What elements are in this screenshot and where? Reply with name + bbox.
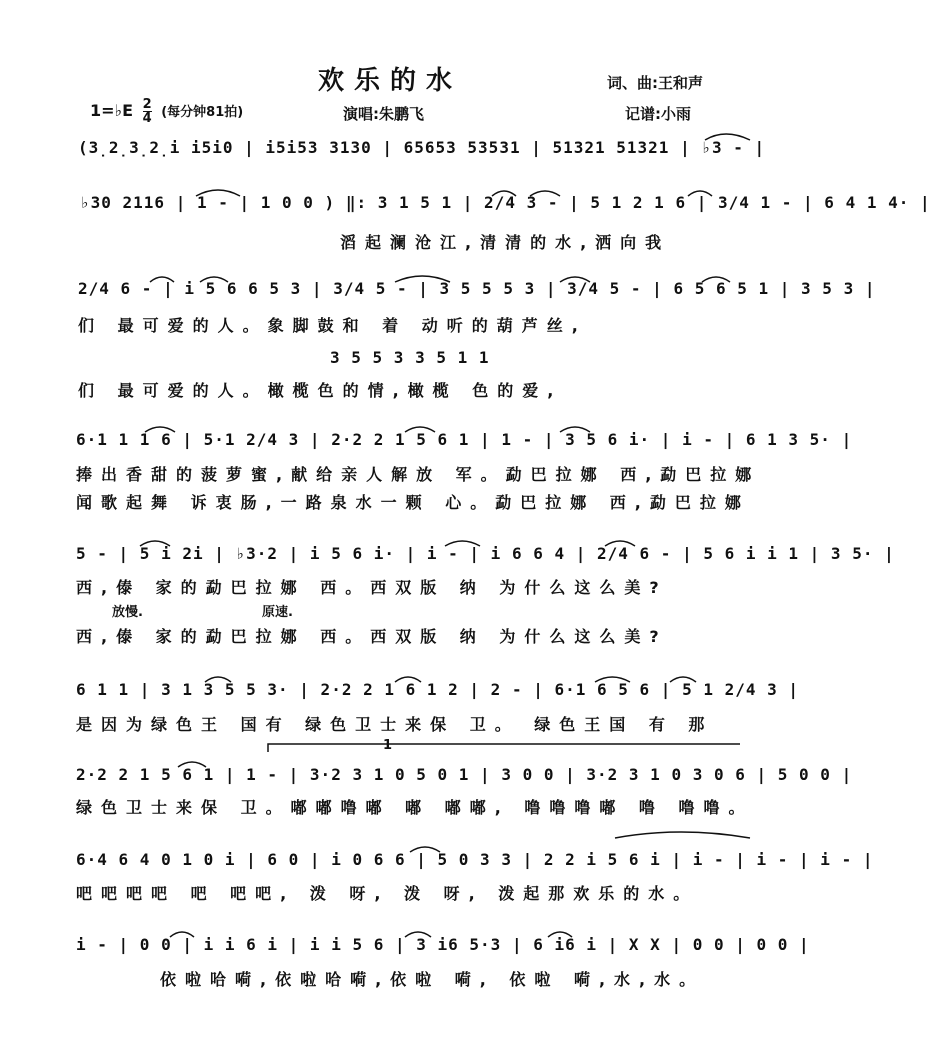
slur (200, 277, 228, 282)
slur (595, 677, 630, 682)
slur (405, 932, 431, 937)
slur (410, 847, 440, 852)
notation-line-3b: 3 5 5 3 3 5 1 1 (330, 348, 490, 367)
slur (150, 277, 174, 282)
lyric-line-3: 们 最可爱的人。象脚鼓和 着 动听的葫芦丝, (78, 316, 587, 335)
notation-line-2: ♭30 2116 | 1 - | 1 0 0 ) ‖: 3 1 5 1 | 2/4 3 - | 5 1 2 1 6 | 3/4 1 - | 6 4 1 4· | (80, 193, 931, 212)
slur (395, 677, 421, 682)
notation-line-5: 5 - | 5 i 2i | ♭3·2 | i 5 6 i· | i - | i 6 6 4 | 2/4 6 - | 5 6 i i 1 | 3 5· | (76, 544, 895, 563)
notation-line-3: 2/4 6 - | i 5 6 6 5 3 | 3/4 5 - | 3 5 5 5 3 | 3/4 5 - | 6 5 6 5 1 | 3 5 3 | (78, 279, 876, 298)
slur (670, 677, 696, 682)
notation-line-9: i - | 0 0 | i i 6 i | i i 5 6 | 3 i6 5·3 | 6 i6 i | X X | 0 0 | 0 0 | (76, 935, 810, 954)
key-label: 1=♭E (90, 101, 134, 120)
lyric-line-2: 滔起澜沧江,清清的水,洒向我 (340, 233, 671, 252)
lyric-line-4b: 闻歌起舞 诉衷肠,一路泉水一颗 心。勐巴拉娜 西,勐巴拉娜 (76, 493, 750, 512)
notation-line-6: 6 1 1 | 3 1 3 5 5 3· | 2·2 2 1 6 1 2 | 2 - | 6·1 6 5 6 | 5 1 2/4 3 | (76, 680, 800, 699)
singer-credit: 演唱:朱鹏飞 (343, 105, 424, 123)
slur (615, 832, 750, 838)
slur (530, 191, 560, 196)
lyric-line-9: 依啦哈嗬,依啦哈嗬,依啦 嗬, 依啦 嗬,水,水。 (160, 970, 705, 989)
slur (205, 677, 231, 682)
lyric-line-6: 是因为绿色王 国有 绿色卫士来保 卫。 绿色王国 有 那 (76, 715, 714, 734)
composer-credit: 词、曲:王和声 (607, 74, 703, 92)
slur (145, 427, 175, 432)
slur (445, 541, 480, 546)
song-title: 欢乐的水 (318, 66, 463, 96)
slur (688, 191, 712, 196)
notation-line-4: 6·1 1 1 6 | 5·1 2/4 3 | 2·2 2 1 5 6 1 | 1 - | 3 5 6 i· | i - | 6 1 3 5· | (76, 430, 853, 449)
slur (170, 932, 194, 937)
transcriber-credit: 记谱:小雨 (625, 105, 691, 123)
notation-line-7: 2·2 2 1 5 6 1 | 1 - | 3·2 3 1 0 5 0 1 | 3 0 0 | 3·2 3 1 0 3 0 6 | 5 0 0 | (76, 765, 853, 784)
lyric-line-5a: 西,傣 家的勐巴拉娜 西。西双版 纳 为什么这么美? (76, 578, 668, 597)
lyric-line-7: 绿色卫士来保 卫。嘟嘟噜嘟 嘟 嘟嘟, 噜噜噜嘟 噜 噜噜。 (76, 798, 754, 817)
slur (605, 541, 635, 546)
slur (196, 190, 240, 196)
tempo-marking: (每分钟81拍) (161, 105, 244, 120)
lyric-line-3b: 们 最可爱的人。橄榄色的情,橄榄 色的爱, (78, 381, 563, 400)
slur (705, 134, 750, 140)
slur (560, 277, 590, 282)
mark-a-tempo: 原速. (262, 605, 293, 620)
notation-line-1: (3̣2̣3̣2̣i i5i0 | i5i53 3130 | 65653 53531 | 51321 51321 | ♭3 - | (78, 138, 766, 157)
notation-line-8: 6·4 6 4 0 1 0 i | 6 0 | i 0 6 6 | 5 0 3 3 | 2 2 i 5 6 i | i - | i - | i - | (76, 850, 874, 869)
lyric-line-5b: 西,傣 家的勐巴拉娜 西。西双版 纳 为什么这么美? (76, 627, 668, 646)
slur (405, 427, 435, 432)
slur (492, 191, 516, 196)
volta-number: 1 (383, 738, 393, 753)
slur (560, 427, 590, 432)
slur (395, 276, 450, 282)
slur (140, 541, 170, 546)
time-top: 2 (142, 97, 152, 112)
slur (178, 762, 206, 767)
lyric-line-4a: 捧出香甜的菠萝蜜,献给亲人解放 军。勐巴拉娜 西,勐巴拉娜 (76, 465, 761, 484)
volta-bracket (268, 744, 740, 752)
lyric-line-8: 吧吧吧吧 吧 吧吧, 泼 呀, 泼 呀, 泼起那欢乐的水。 (76, 884, 699, 903)
slur (548, 932, 572, 937)
mark-slow: 放慢. (112, 605, 143, 620)
time-bottom: 4 (142, 111, 152, 126)
slur (702, 277, 730, 282)
